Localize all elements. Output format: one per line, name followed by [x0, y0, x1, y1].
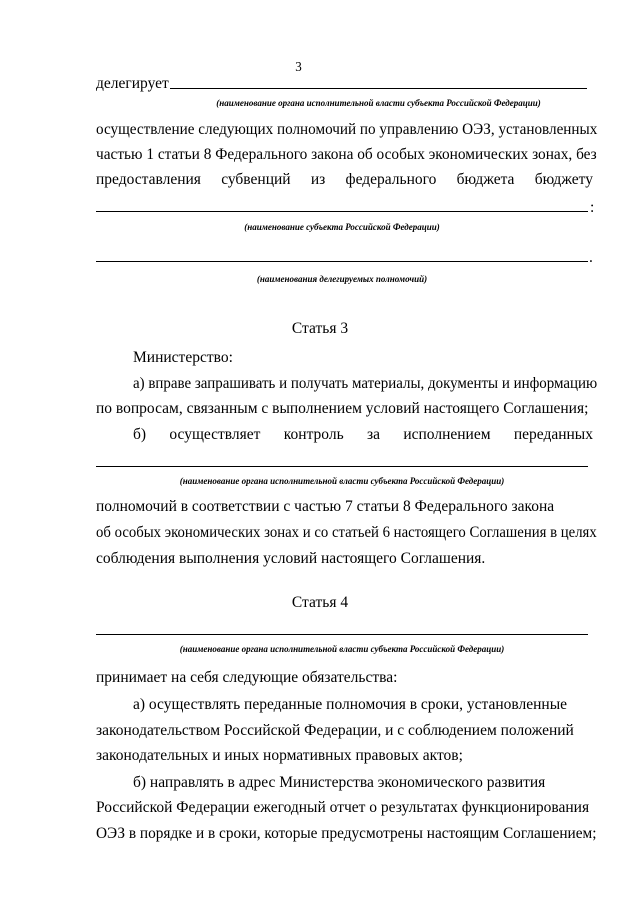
- article3-ministry: Министерство:: [133, 349, 233, 366]
- blank-line-executive-body-3: [96, 634, 588, 635]
- paragraph1-line3: [96, 170, 593, 190]
- article3-heading: Статья 3: [291, 320, 349, 337]
- page-number: 3: [295, 60, 302, 75]
- word: осуществляет: [169, 426, 261, 443]
- word: субвенций: [221, 171, 291, 188]
- article3-cont-line3: соблюдения выполнения условий настоящего Соглашения.: [96, 550, 486, 567]
- word: предоставления: [96, 171, 201, 188]
- blank-line-delegated-powers: [96, 261, 588, 262]
- blank-line-executive-body-2: [96, 466, 588, 467]
- article4-item-a-line1: а) осуществлять переданные полномочия в сроки, установленные: [133, 696, 568, 713]
- word: бюджету: [534, 171, 593, 188]
- intro-word: делегирует: [96, 75, 169, 92]
- article4-item-b-line2: Российской Федерации ежегодный отчет о результатах функционирования: [96, 799, 590, 816]
- paragraph1-line1: осуществление следующих полномочий по управлению ОЭЗ, установленных: [96, 121, 598, 138]
- period-mark: .: [589, 249, 593, 266]
- article4-item-a-line3: законодательных и иных нормативных правовых актов;: [96, 747, 463, 764]
- word: федерального: [345, 171, 437, 188]
- colon-mark: :: [590, 199, 595, 216]
- paragraph1-line2: частью 1 статьи 8 Федерального закона об особых экономических зонах, без: [96, 146, 597, 163]
- article3-cont-line2: об особых экономических зонах и со статьей 6 настоящего Соглашения в целях: [96, 524, 597, 541]
- article4-item-a-line2: законодательством Российской Федерации, и с соблюдением положений: [96, 722, 574, 739]
- word: исполнением: [403, 426, 491, 443]
- blank-line-executive-body-1: [170, 88, 587, 89]
- caption-delegated-powers: (наименования делегируемых полномочий): [256, 274, 428, 284]
- article4-intro: принимает на себя следующие обязательства:: [96, 669, 398, 686]
- article3-item-b: [133, 425, 593, 445]
- caption-executive-body-3: (наименование органа исполнительной власти субъекта Российской Федерации): [179, 644, 505, 654]
- word: из: [310, 171, 326, 188]
- word: контроль: [283, 426, 344, 443]
- word: переданных: [513, 426, 593, 443]
- article4-heading: Статья 4: [291, 594, 349, 611]
- article3-cont-line1: полномочий в соответствии с частью 7 статьи 8 Федерального закона: [96, 498, 555, 515]
- article4-item-b-line3: ОЭЗ в порядке и в сроки, которые предусмотрены настоящим Соглашением;: [96, 825, 597, 842]
- article3-item-a-line2: по вопросам, связанным с выполнением условий настоящего Соглашения;: [96, 400, 589, 417]
- caption-executive-body-2: (наименование органа исполнительной власти субъекта Российской Федерации): [179, 476, 505, 486]
- word: бюджета: [456, 171, 515, 188]
- caption-executive-body-1: (наименование органа исполнительной власти субъекта Российской Федерации): [216, 98, 541, 108]
- article3-item-a-line1: а) вправе запрашивать и получать материалы, документы и информацию: [133, 375, 598, 392]
- blank-line-subject-name: [96, 211, 588, 212]
- article4-item-b-line1: б) направлять в адрес Министерства экономического развития: [133, 774, 546, 791]
- caption-subject-name: (наименование субъекта Российской Федерации): [244, 222, 440, 232]
- word: за: [366, 426, 380, 443]
- word: б): [133, 426, 147, 443]
